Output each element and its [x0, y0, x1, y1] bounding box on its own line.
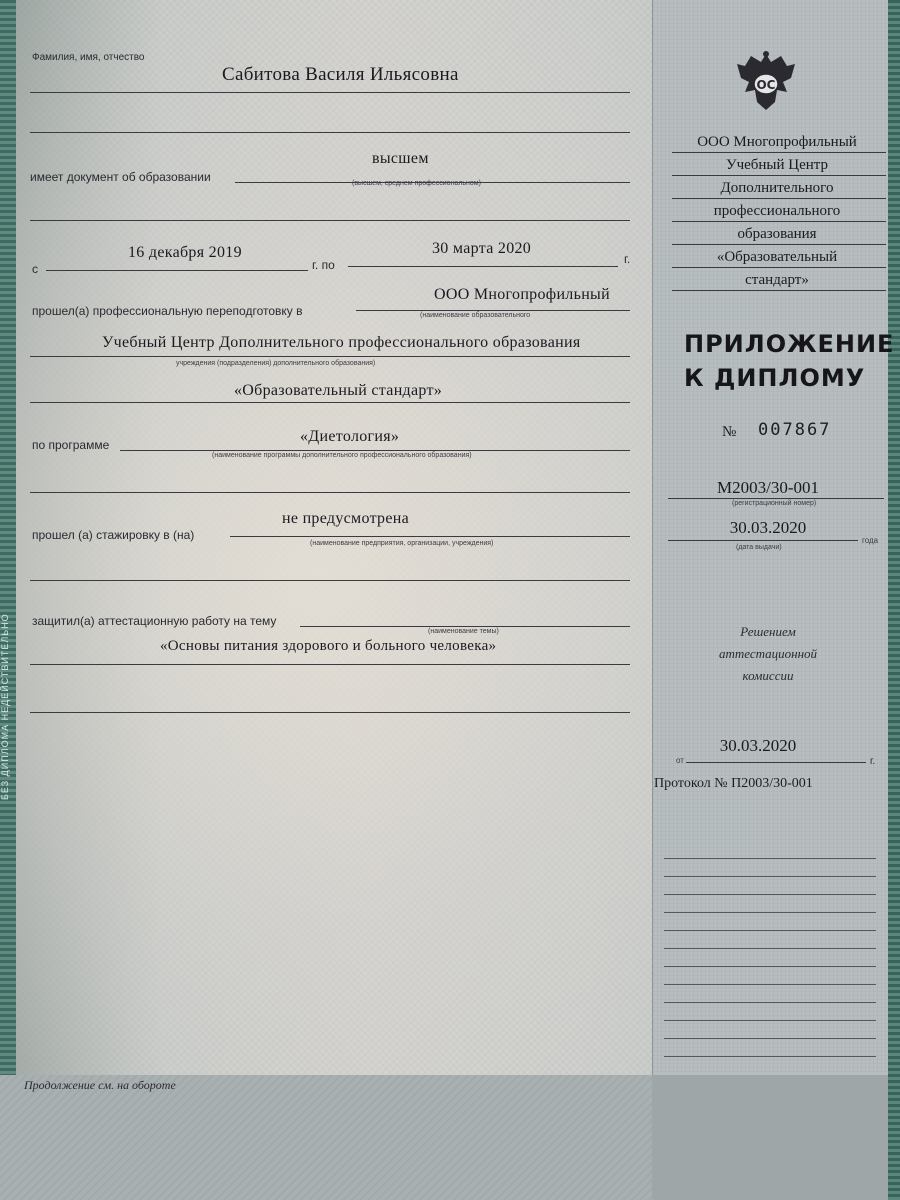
decision-line-2: аттестационной [718, 646, 818, 661]
side-empty-rule [664, 966, 876, 967]
side-org-rule [672, 175, 886, 176]
side-org-rule [672, 198, 886, 199]
thesis-label: защитил(а) аттестационную работу на тему [32, 614, 277, 628]
thesis-value: «Основы питания здорового и больного человека» [160, 638, 497, 654]
title-line-2: К ДИПЛОМУ [684, 364, 866, 392]
fio-label: Фамилия, имя, отчество [32, 52, 145, 63]
number-prefix: № [722, 424, 737, 440]
issue-hint: (дата выдачи) [736, 544, 782, 551]
internship-value: не предусмотрена [282, 510, 410, 527]
from-date: 16 декабря 2019 [128, 244, 242, 261]
bottom-band [0, 1075, 652, 1200]
to-date: 30 марта 2020 [432, 240, 532, 257]
org-line-2-rule [30, 356, 630, 357]
decision-date: 30.03.2020 [719, 736, 797, 755]
thesis-hint: (наименование темы) [428, 628, 499, 635]
to-date-line [348, 266, 618, 267]
side-empty-rule [664, 948, 876, 949]
org-line-3: «Образовательный стандарт» [234, 382, 443, 399]
side-empty-rule [664, 876, 876, 877]
fio-line-2 [30, 132, 630, 133]
side-empty-rule [664, 1038, 876, 1039]
org-line-3-rule [30, 402, 630, 403]
side-empty-rule [664, 858, 876, 859]
reg-number: М2003/30-001 [717, 478, 819, 497]
issue-date: 30.03.2020 [729, 518, 807, 537]
internship-line-2 [30, 580, 630, 581]
internship-hint: (наименование предприятия, организации, учреждения) [310, 540, 494, 547]
security-strip-text: БЕЗ ДИПЛОМА НЕДЕЙСТВИТЕЛЬНО [0, 613, 10, 800]
side-org-rule [672, 290, 886, 291]
decision-line-3: комиссии [742, 668, 794, 683]
issue-suffix: года [862, 536, 879, 545]
side-org-line: стандарт» [745, 272, 809, 288]
fio-line [30, 92, 630, 93]
title-line-1: ПРИЛОЖЕНИЕ [684, 330, 895, 358]
side-org-line: профессионального [713, 203, 841, 219]
protocol-number: Протокол № П2003/30-001 [654, 776, 813, 791]
side-org-rule [672, 244, 886, 245]
side-empty-rule [664, 894, 876, 895]
side-org-rule [672, 152, 886, 153]
number-value: 007867 [758, 420, 832, 440]
side-empty-rule [664, 912, 876, 913]
side-org-line: образования [737, 226, 817, 242]
program-line-2 [30, 492, 630, 493]
side-empty-rule [664, 1056, 876, 1057]
side-empty-rule [664, 984, 876, 985]
from-date-line [46, 270, 308, 271]
security-strip-left [0, 0, 16, 1200]
continuation-note: Продолжение см. на обороте [24, 1078, 176, 1092]
side-org-line: «Образовательный [716, 249, 838, 265]
decision-suffix: г. [870, 756, 876, 767]
org-line-1-rule [356, 310, 630, 311]
internship-line [230, 536, 630, 537]
emblem-text: ОС [756, 78, 776, 92]
edu-value: высшем [372, 150, 429, 167]
thesis-line-2 [30, 664, 630, 665]
eagle-emblem-icon [735, 48, 797, 114]
side-empty-rule [664, 930, 876, 931]
to-prefix: г. по [312, 258, 335, 272]
org-hint-2: учреждения (подразделения) дополнительного образования) [176, 360, 376, 367]
thesis-line-3 [30, 712, 630, 713]
program-value: «Диетология» [300, 428, 400, 445]
program-hint: (наименование программы дополнительного профессионального образования) [212, 452, 472, 459]
program-line [120, 450, 630, 451]
side-empty-rule [664, 1002, 876, 1003]
thesis-line [300, 626, 630, 627]
reg-number-line [668, 498, 884, 499]
retraining-label: прошел(а) профессиональную переподготовку в [32, 304, 303, 318]
decision-line-1: Решением [740, 624, 796, 639]
org-line-1: ООО Многопрофильный [434, 286, 610, 303]
org-hint-1: (наименование образовательного [420, 312, 531, 319]
year-suffix: г. [624, 252, 631, 266]
org-line-2: Учебный Центр Дополнительного профессионального образования [102, 334, 581, 351]
program-label: по программе [32, 438, 110, 452]
internship-label: прошел (а) стажировку в (на) [32, 528, 195, 542]
fio-value: Сабитова Василя Ильясовна [222, 64, 459, 85]
edu-hint: (высшем, среднем профессиональном) [352, 180, 481, 187]
decision-from-label: от [676, 756, 684, 765]
edu-label: имеет документ об образовании [30, 170, 211, 184]
from-prefix: с [32, 262, 38, 276]
issue-date-line [668, 540, 858, 541]
decision-date-line [686, 762, 866, 763]
side-org-rule [672, 221, 886, 222]
security-strip-right [888, 0, 900, 1200]
edu-line-2 [30, 220, 630, 221]
side-org-line: ООО Многопрофильный [697, 134, 857, 150]
side-empty-rule [664, 1020, 876, 1021]
reg-hint: (регистрационный номер) [732, 500, 817, 507]
side-org-rule [672, 267, 886, 268]
side-org-line: Учебный Центр [725, 157, 829, 173]
bottom-band-right [652, 1075, 888, 1200]
side-org-line: Дополнительного [720, 180, 834, 196]
